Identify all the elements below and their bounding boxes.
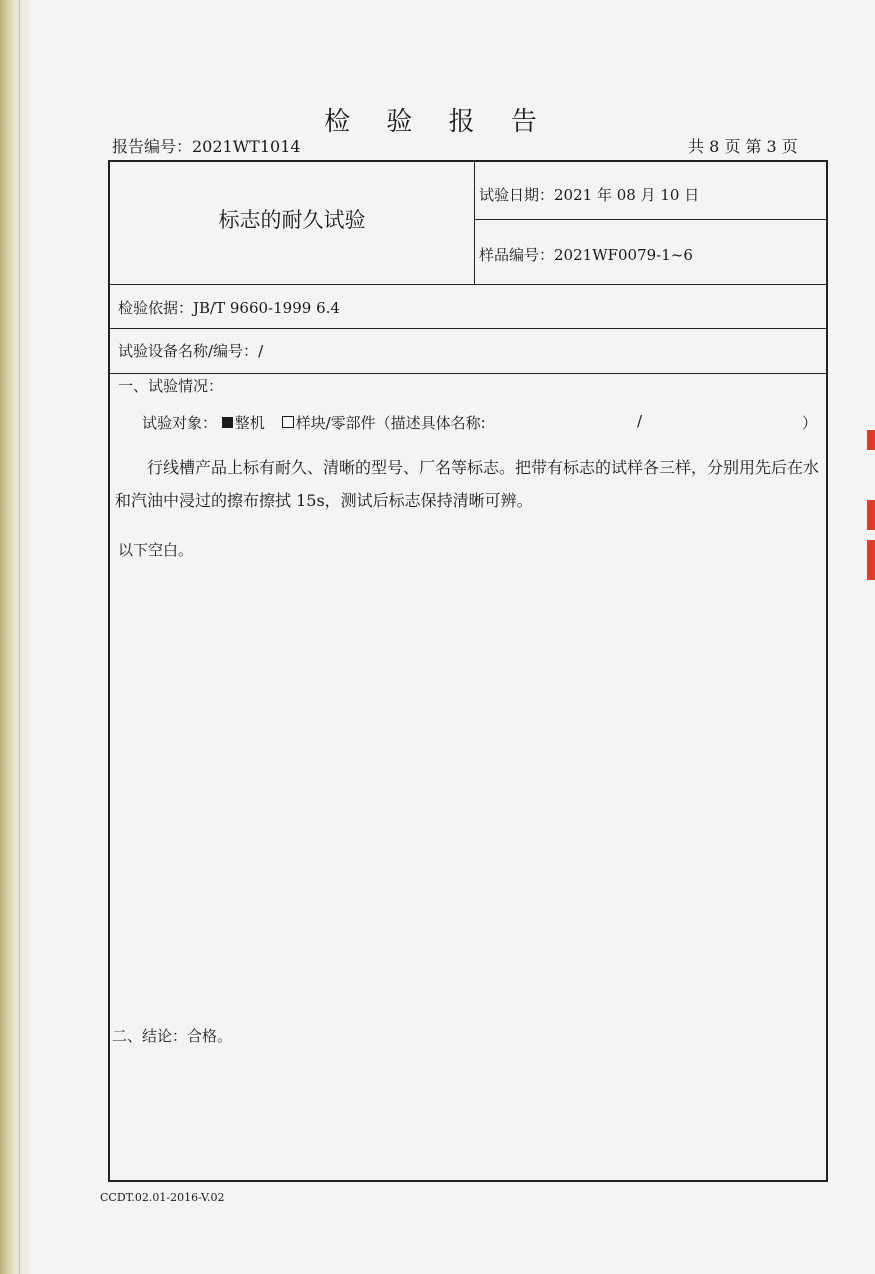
basis-value: JB/T 9660-1999 6.4 xyxy=(193,299,340,317)
test-object-label: 试验对象： xyxy=(142,414,218,432)
sample-number-value: 2021WF0079-1~6 xyxy=(554,246,693,264)
checked-checkbox xyxy=(222,417,233,428)
section1-heading: 一、试验情况： xyxy=(118,377,224,395)
sample-number-label: 样品编号： xyxy=(479,246,555,264)
test-name: 标志的耐久试验 xyxy=(218,208,366,232)
divider xyxy=(110,373,826,374)
test-date-value: 2021 年 08 月 10 日 xyxy=(554,186,700,204)
unchecked-checkbox xyxy=(282,416,294,428)
option-whole-machine: 整机 xyxy=(234,414,265,432)
page-info: 共 8 页 第 3 页 xyxy=(688,137,798,156)
conclusion-row xyxy=(112,1025,232,1046)
equipment-field xyxy=(118,340,263,361)
parts-value: / xyxy=(637,412,643,430)
sample-number-field xyxy=(479,244,693,265)
footer-code: CCDT.02.01-2016-V.02 xyxy=(100,1191,225,1204)
page-title: 检 验 报 告 xyxy=(324,107,551,137)
basis-label: 检验依据： xyxy=(118,299,194,317)
conclusion-value: 合格。 xyxy=(187,1027,233,1045)
blank-note: 以下空白。 xyxy=(118,541,194,559)
test-date-field xyxy=(479,184,699,205)
divider xyxy=(110,284,826,285)
test-object-row xyxy=(142,412,822,433)
parts-close: ） xyxy=(802,414,818,432)
divider xyxy=(110,328,826,329)
equipment-value: / xyxy=(258,342,264,360)
test-date-label: 试验日期： xyxy=(479,186,555,204)
basis-field xyxy=(118,297,340,318)
option-parts: 样块/零部件（描述具体名称: xyxy=(295,414,486,432)
divider xyxy=(474,219,826,220)
report-table xyxy=(108,160,828,1182)
test-description: 行线槽产品上标有耐久、清晰的型号、厂名等标志。把带有标志的试样各三样，分别用先后在水和汽油中浸过的擦布擦拭 15s，测试后标志保持清晰可辨。 xyxy=(115,458,820,510)
conclusion-label: 二、结论： xyxy=(112,1027,188,1045)
equipment-label: 试验设备名称/编号： xyxy=(118,342,259,360)
divider xyxy=(474,162,475,284)
report-number: 报告编号：2021WT1014 xyxy=(112,137,301,156)
